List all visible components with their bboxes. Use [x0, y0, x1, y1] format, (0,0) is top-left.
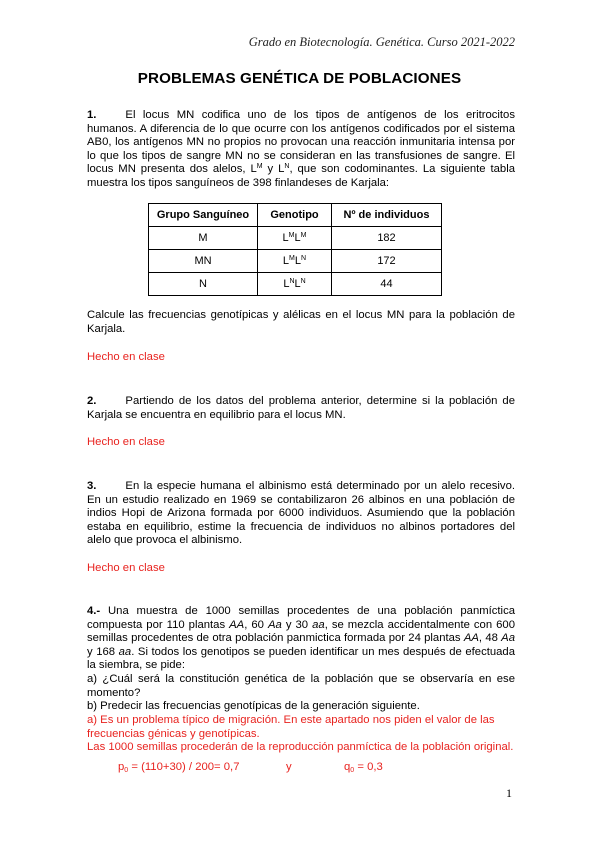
problem-2: [87, 395, 515, 422]
solved-note: Hecho en clase: [87, 351, 165, 363]
problem-3-number: 3.: [87, 480, 97, 492]
allele-m-superscript: M: [256, 163, 263, 171]
table-cell-group: N: [149, 273, 258, 296]
problem-1: [87, 109, 515, 191]
formula-q0: $q_0 = 0,3$: [344, 761, 383, 774]
problem-3: [87, 480, 515, 548]
problem-1-text-c: , que son codominantes. La siguiente tabla muestra los tipos sanguíneos de 398 finlandeses de Karjala:: [87, 163, 516, 189]
problem-4-question-b: b) Predecir las frecuencias genotípicas de la generación siguiente.: [87, 700, 420, 713]
answer-line-2: Las 1000 semillas procederán de la reproducción panmíctica de la población original.: [87, 741, 514, 754]
table-cell-count: 172: [332, 250, 442, 273]
answer-text: [87, 714, 515, 755]
solved-note: Hecho en clase: [87, 436, 165, 448]
problem-4: 4.- Una muestra de 1000 semillas procedentes de una población panmíctica compuesta por 110 plantas AA, 60 Aa y 30 aa, se mezcla accidentalmente con 600 semillas procedentes de otra población panmictica formada por 24 plantas AA, 48 Aa y 168 aa. Si todos los genotipos se pueden identificar un mes después de efectuada la siembra, se pide: a) ¿Cuál será la constitución genética de la población que se observaría en ese momento? b) Predecir las frecuencias genotípicas de la generación siguiente.: [87, 605, 515, 713]
table-cell-count: 182: [332, 227, 442, 250]
problem-1-question: Calcule las frecuencias genotípicas y alélicas en el locus MN para la población de Karjala.: [87, 309, 515, 335]
column-header: Genotipo: [258, 204, 332, 227]
problem-2-number: 2.: [87, 395, 97, 407]
page-header: Grado en Biotecnología. Genética. Curso 2021-2022: [248, 35, 515, 49]
problem-4-question-a: a) ¿Cuál será la constitución genética de la población que se observaría en ese momento?: [87, 672, 515, 699]
solved-note: Hecho en clase: [87, 562, 165, 574]
table-row: [149, 273, 442, 296]
formula-and: y: [286, 761, 292, 773]
page-title: PROBLEMAS GENÉTICA DE POBLACIONES: [137, 70, 462, 87]
formula-p0: $p_0 = (110+30) / 200= 0,7$: [118, 761, 240, 774]
table-cell-count: 44: [332, 273, 442, 296]
table-cell-group: M: [149, 227, 258, 250]
problem-3-text: En la especie humana el albinismo está determinado por un alelo recesivo. En un estudio realizado en 1969 se contabilizaron 26 albinos en una población de indios Hopi de Arizona formada por 6000 individuos. Asumiendo que la población estaba en equilibrio, estime la frecuencia de individuos no albinos portadores del alelo que provoca el albinismo.: [87, 480, 515, 547]
problem-1-text-a: El locus MN codifica uno de los tipos de antígenos de los eritrocitos humanos. A diferencia de lo que ocurre con los antígenos codificados por el sistema AB0, los antígenos MN no propios no provocan una reacción inmunitaria intensa por lo que los tipos de sangre MN no se consideran en las transfusiones de sangre. El locus MN presenta dos alelos, L: [87, 109, 515, 176]
column-header: Nº de individuos: [332, 204, 442, 227]
problem-2-text: Partiendo de los datos del problema anterior, determine si la población de Karjala se encuentra en equilibrio para el locus MN.: [87, 395, 515, 421]
allele-n-superscript: N: [284, 163, 290, 171]
blood-type-table: [148, 203, 442, 296]
problem-1-number: 1.: [87, 109, 97, 121]
problem-1-text-b: y L: [262, 163, 285, 176]
table-cell-genotype: $L^NL^N$: [258, 273, 332, 296]
table-row: [149, 227, 442, 250]
table-cell-genotype: $L^ML^N$: [258, 250, 332, 273]
answer-line-1: a) Es un problema típico de migración. En este apartado nos piden el valor de las frecuencias génicas y genotípicas.: [87, 714, 495, 740]
page-number: 1: [506, 786, 512, 800]
table-header-row: [149, 204, 442, 227]
table-cell-group: MN: [149, 250, 258, 273]
column-header: Grupo Sanguíneo: [149, 204, 258, 227]
problem-4-number: 4.-: [87, 605, 101, 617]
table-row: [149, 250, 442, 273]
table-cell-genotype: $L^ML^M$: [258, 227, 332, 250]
